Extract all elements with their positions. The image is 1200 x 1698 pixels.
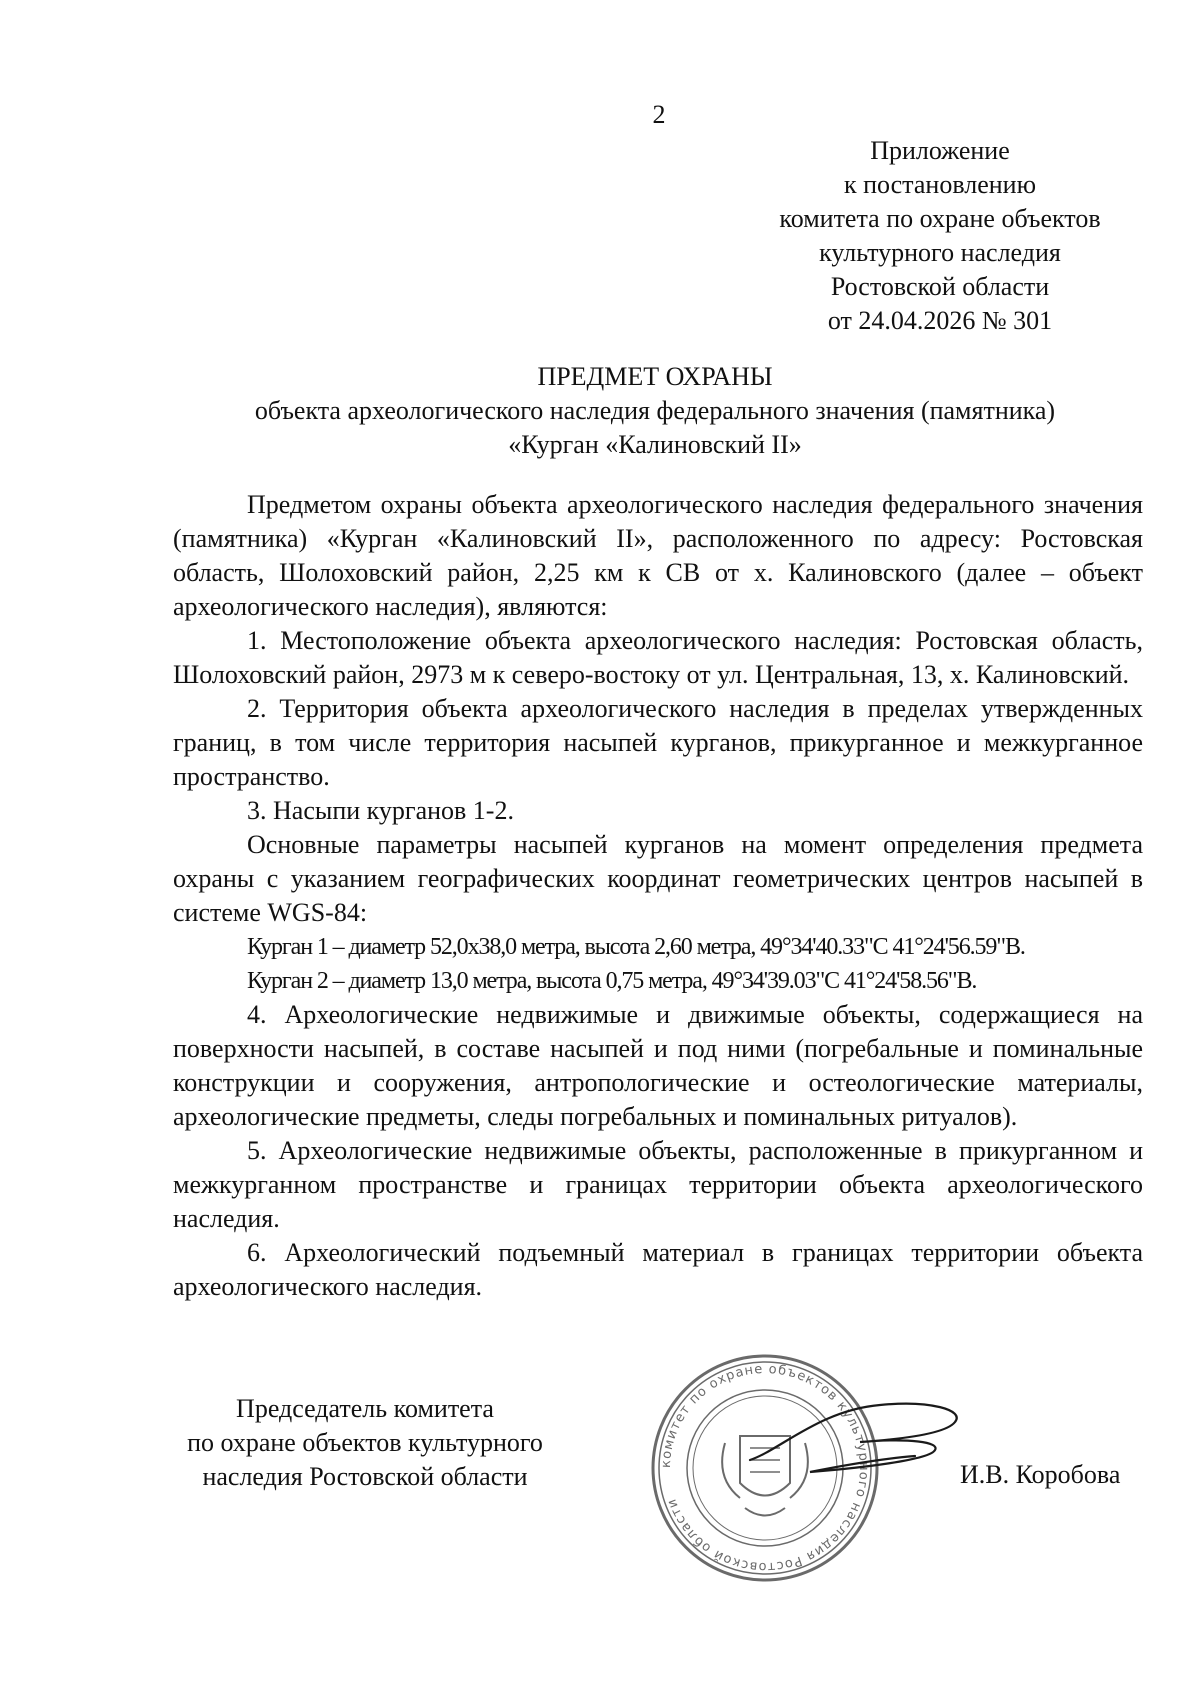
title-heading: ПРЕДМЕТ ОХРАНЫ: [537, 362, 773, 391]
params-paragraph: Основные параметры насыпей курганов на момент определения предмета охраны с указанием географических координат геометрических центров насыпей в системе WGS-84:: [173, 830, 1143, 927]
handwritten-signature-icon: [740, 1380, 970, 1490]
appendix-line: к постановлению: [843, 170, 1037, 199]
signer-position-line: Председатель комитета: [236, 1394, 494, 1423]
appendix-line: культурного наследия: [819, 238, 1061, 267]
title-subtitle: объекта археологического наследия федерального значения (памятника): [254, 396, 1056, 425]
intro-paragraph: Предметом охраны объекта археологического наследия федерального значения (памятника) «Курган «Калиновский II», расположенного по адресу: Ростовская область, Шолоховский район, 2,25 км к СВ от х. Калиновского (далее – объект археологического наследия), являются:: [173, 490, 1143, 621]
item-1-paragraph: 1. Местоположение объекта археологического наследия: Ростовская область, Шолоховский район, 2973 м к северо-востоку от ул. Центральная, 13, х. Калиновский.: [173, 626, 1143, 689]
appendix-line: Приложение: [870, 136, 1010, 165]
signer-name: И.В. Коробова: [960, 1460, 1121, 1489]
title-object-name: «Курган «Калиновский II»: [508, 430, 802, 459]
item-6-paragraph: 6. Археологический подъемный материал в границах территории объекта археологического наследия.: [173, 1238, 1143, 1301]
kurgan-2-line: Курган 2 – диаметр 13,0 метра, высота 0,75 метра, 49°34'39.03"С 41°24'58.56"В.: [247, 968, 977, 994]
signer-position-line: наследия Ростовской области: [202, 1462, 528, 1491]
appendix-line: комитета по охране объектов: [779, 204, 1101, 233]
appendix-line: от 24.04.2026 № 301: [827, 306, 1053, 335]
page-number: 2: [652, 100, 666, 129]
signer-position-line: по охране объектов культурного: [187, 1428, 543, 1457]
signer-position: [150, 1392, 580, 1494]
appendix-header: [740, 134, 1140, 338]
seal-lettering: комитет по охране объектов культурного наследия Ростовской области: [658, 1361, 872, 1575]
item-2-paragraph: 2. Территория объекта археологического наследия в пределах утвержденных границ, в том числе территория насыпей курганов, прикурганное и межкурганное пространство.: [173, 694, 1143, 791]
document-body: [173, 488, 1143, 1304]
item-5-paragraph: 5. Археологические недвижимые объекты, расположенные в прикурганном и межкурганном пространстве и границах территории объекта археологического наследия.: [173, 1136, 1143, 1233]
item-3-paragraph: 3. Насыпи курганов 1-2.: [247, 796, 514, 825]
item-4-paragraph: 4. Археологические недвижимые и движимые объекты, содержащиеся на поверхности насыпей, в составе насыпей и под ними (погребальные и поминальные конструкции и сооружения, антропологические и остеологические материалы, археологические предметы, следы погребальных и поминальных ритуалов).: [173, 1000, 1143, 1131]
appendix-line: Ростовской области: [830, 272, 1050, 301]
document-title: [160, 360, 1150, 462]
kurgan-1-line: Курган 1 – диаметр 52,0x38,0 метра, высота 2,60 метра, 49°34'40.33"С 41°24'56.59"В.: [247, 934, 1025, 960]
